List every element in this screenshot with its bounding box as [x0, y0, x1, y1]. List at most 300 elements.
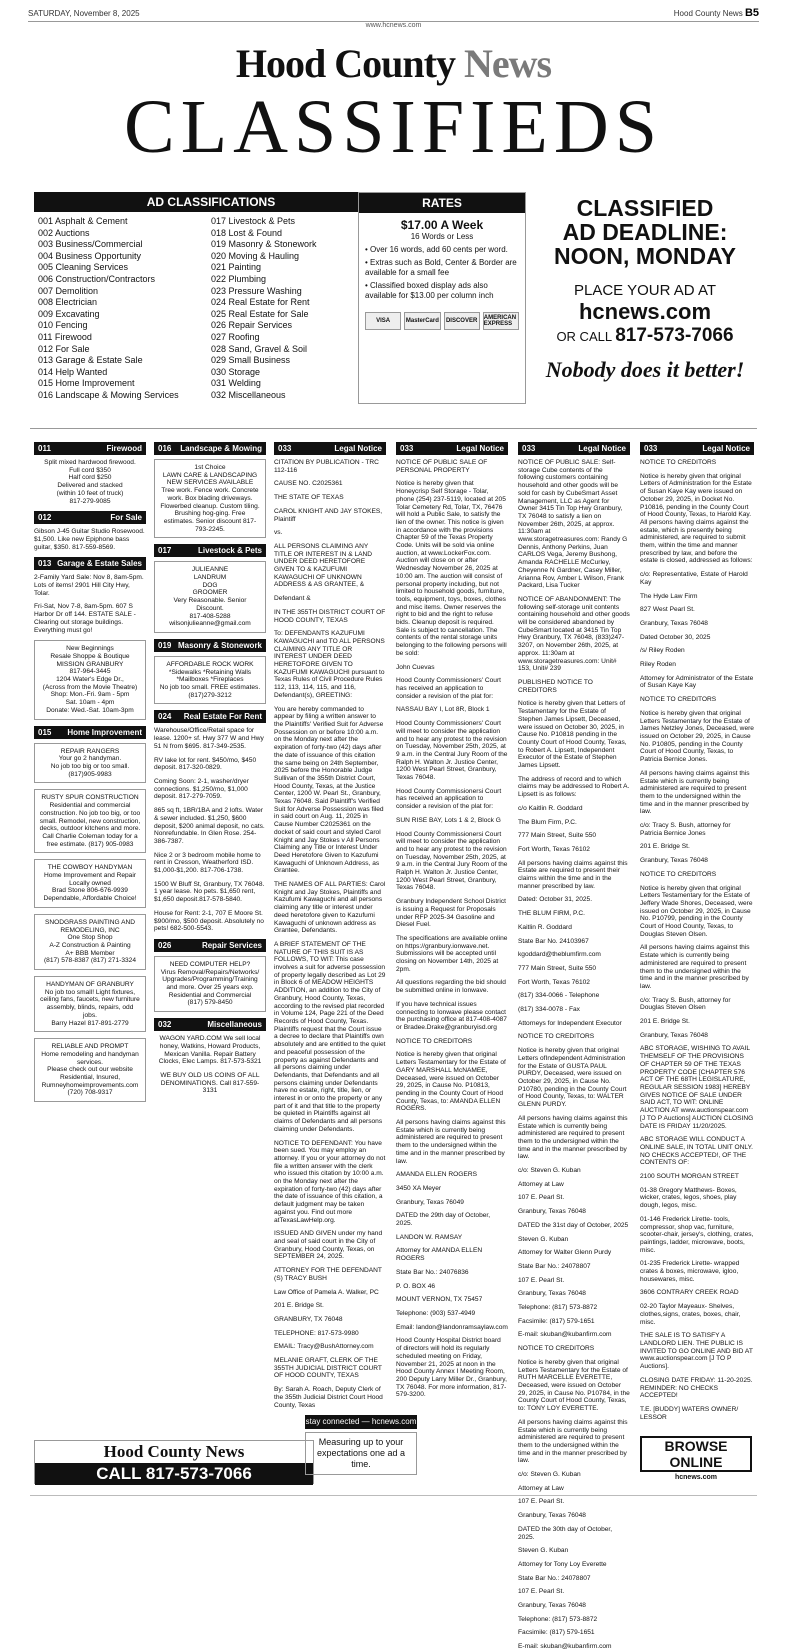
- legal-notice-line: Notice is hereby given that original Letters Testamentary for the Estate of Jeffery Wade Shores, Deceased, were issued on October 29, 2025, in Cause No. P10799, pending in the County Court of Hood County, Texas, to Douglas Steven Olsen.: [640, 884, 753, 938]
- rate-price: $17.00 A Week: [400, 218, 484, 232]
- ad-line: (817) 579-8450: [187, 999, 233, 1007]
- deadline-line1: CLASSIFIED: [576, 195, 714, 221]
- rental-listing: 865 sq ft, 1BR/1BA and 2 lofts. Water & sewer included. $1,250, $600 deposit, $200 animal deposit, no cats. Nonrefundable. In Glen Rose. 254-386-7387.: [154, 807, 265, 845]
- legal-notice-line: 777 Main Street, Suite 550: [518, 964, 597, 972]
- rate-bullets: [359, 245, 525, 301]
- legal-notice-line: E-mail: skuban@kubanfirm.com: [518, 1331, 612, 1339]
- browse-online-text: BROWSE ONLINE: [640, 1436, 752, 1472]
- legal-notice-line: Granbury Independent School District is issuing a Request for Proposals under RFP 2025-34 Gasoline and Diesel Fuel.: [396, 898, 506, 929]
- legal-notice-line: By: Sarah A. Roach, Deputy Clerk of the 355th Judicial District Court Hood County, Texas: [274, 1386, 383, 1409]
- legal-notice-line: State Bar No. 24103967: [518, 937, 589, 945]
- classification-item[interactable]: 009 Excavating: [38, 308, 100, 319]
- legal-notice-line: 01-38 Gregory Matthews- Boxes, wicker, crates, legos, shoes, play dough, legos, misc.: [640, 1186, 737, 1210]
- legal-notice-line: NOTICE TO CREDITORS: [518, 1345, 595, 1353]
- legal-notice-line: Granbury, Texas 76049: [396, 1198, 464, 1206]
- ad-line: Donate: Wed.-Sat. 10am-3pm: [46, 706, 134, 714]
- ad-line: A-Z Construction & Painting: [49, 941, 131, 949]
- ad-line: RUSTY SPUR CONSTRUCTION: [41, 794, 139, 802]
- legal-notice-line: Notice is hereby given that original Letters Testamentary for the Estate of RUTH MARCELLE EVERETTE, Deceased, were issued on October 29, 2025, in Cause No. P10784, in the County Court of Hood County, Texas, to: TONY LOY EVERETTE.: [518, 1358, 630, 1413]
- rental-listing: House for Rent: 2-1, 707 E Moore St. $900/mo, $500 deposit. Absolutely no pets! 682-500-5543.: [154, 909, 264, 933]
- section-title: Legal Notice: [702, 444, 750, 453]
- classification-item[interactable]: 006 Construction/Contractors: [38, 273, 156, 284]
- classification-item[interactable]: 004 Business Opportunity: [38, 250, 142, 261]
- section-header: [154, 639, 266, 652]
- legal-notice-line: Attorney for Administrator of the Estate of Susan Kaye Kay: [640, 674, 754, 690]
- legal-notice-line: NOTICE OF PUBLIC SALE OF PERSONAL PROPERTY: [396, 459, 488, 474]
- classification-item[interactable]: 026 Repair Services: [211, 320, 293, 331]
- ad-line: Virus Removal/Repairs/Networks/ Upgrades/Programming/Training and more. Over 25 years exp.: [160, 968, 260, 992]
- legal-notice-line: Granbury, Texas 76048: [640, 619, 708, 627]
- ad-classifications: [34, 192, 388, 410]
- classification-item[interactable]: 013 Garage & Estate Sale: [38, 355, 143, 366]
- ad-line: LAWN CARE & LANDSCAPING: [162, 471, 258, 479]
- misc-listing: WE BUY OLD US COINS OF ALL DENOMINATIONS. Call 817-559-3131: [160, 1071, 260, 1095]
- legal-notice-line: c/o Kaitlin R. Goddard: [518, 804, 583, 812]
- legal-notice-line: DATED the 29th day of October, 2025.: [396, 1212, 491, 1228]
- section-code: 015: [38, 727, 52, 737]
- ad-line: Resale Shoppe & Boutique: [50, 652, 130, 660]
- legal-notice-line: CAROL KNIGHT AND JAY STOKES, Plaintiff: [274, 507, 383, 523]
- section-code: 011: [38, 444, 51, 453]
- legal-notice-line: (817) 334-0078 - Fax: [518, 1006, 580, 1014]
- ad-line: Barry Hazel 817-891-2779: [51, 1019, 129, 1027]
- ad-line: 1204 Water's Edge Dr.,: [56, 676, 124, 684]
- section-title: CLASSIFIEDS: [124, 85, 663, 169]
- legal-notice-line: ATTORNEY FOR THE DEFENDANT (S) TRACY BUSH: [274, 1267, 382, 1282]
- garage-sale-ad: Fri-Sat, Nov 7-8, 8am-5pm. 607 S Harbor Dr off 144. ESTATE SALE - Clearing out storage buildings. Everything must go!: [34, 603, 136, 634]
- ad-line: Shop: Mon.-Fri. 9am - 5pm: [50, 691, 130, 699]
- firewood-ad: [34, 459, 146, 505]
- legal-notice-line: All persons having claims against this Estate which is currently being administered are required to present them to the undersigned within the time and in the manner prescribed by law.: [640, 944, 750, 990]
- legal-notice-line: ABC STORAGE WILL CONDUCT A ONLINE SALE, IN TOTAL UNIT ONLY. NO CHECKS ACCEPTED!, OF THE CONTENTS OF:: [640, 1136, 753, 1167]
- ad-line: MISSION GRANBURY: [56, 660, 124, 668]
- legal-notice-line: You are hereby commanded to appear by filing a written answer to the Plaintiffs' Verified Suit for Adverse Possession on or before 10:00 a.m. on the Monday next after the expiration of forty-two (42) days after the date of issuance of this citation the same being on 24th September, 2025 before the Honorable Judge Sullivan of the 355th District Court, Hood County, Texas, at the Justice Center, 1200 W. Pearl St., Granbury, Texas 76048. Said Plaintiff's Verified Suit for Adverse Possession was filed in said court on Aug. 11, 2025 in Cause Number C2025361 on the docket of said court and styled Carol Knight and Jay Stokes v All Persons Claiming any Title or Interest Under Deed Heretofore Given to Kazufumi Kawaguchi of Unknown Address, as Grantee.: [274, 705, 384, 875]
- legal-notice-line: kgoddard@theblumfirm.com: [518, 951, 601, 959]
- classification-item[interactable]: 024 Real Estate for Rent: [211, 297, 310, 308]
- legal-notice-line: /s/ Riley Roden: [640, 647, 685, 655]
- classification-item[interactable]: 005 Cleaning Services: [38, 262, 129, 273]
- legal-notice-line: LANDON W. RAMSAY: [396, 1233, 463, 1241]
- section-code: 019: [158, 640, 172, 650]
- legal-notice-line: (817) 334-0066 - Telephone: [518, 992, 600, 1000]
- browse-online-badge[interactable]: [640, 1436, 752, 1488]
- legal-notice-line: THE STATE OF TEXAS: [274, 494, 344, 502]
- legal-notice-line: MOUNT VERNON, TX 75457: [396, 1296, 483, 1304]
- classification-item[interactable]: 010 Fencing: [38, 320, 88, 331]
- ad-line: Residential and commercial construction. No job too big, or too small. Remodel, new construction, decks, outdoor kitchens and more. Call Charlie Coleman today for a free estimate. (817) 905-0983: [39, 802, 141, 848]
- ad-line: RELIABLE AND PROMPT: [51, 1043, 129, 1051]
- legal-notice-line: DATED the 30th day of October, 2025.: [518, 1525, 613, 1541]
- legal-notice-line: All persons having claims against this Estate which is currently being administered are required to present them to the undersigned within the time and in the manner prescribed by law.: [518, 1114, 628, 1161]
- home-improvement-ad: [34, 743, 146, 784]
- firewood-line: Split mixed hardwood firewood.: [44, 459, 136, 466]
- legal-notice-line: All questions regarding the bid should be submitted online in Ionwave.: [396, 979, 506, 995]
- classification-item[interactable]: 032 Miscellaneous: [211, 389, 286, 400]
- section-code: 033: [522, 444, 536, 453]
- legal-notice-line: THE NAMES OF ALL PARTIES: Carol Knight and Jay Stokes, Plaintiffs and Kazufumi Kawaguchi and all persons claiming any title or interest under deed heretofore given to Kazufumi Kawaguchi of unknown address as Grantee, Defendants.: [274, 881, 386, 935]
- home-improvement-ad: [34, 789, 146, 853]
- legal-notice-line: Hood County Commissioners' Court will meet to consider the application and to hear any protest to the revision on Tuesday, November 25th, 2025, at 9 a.m. in the Central Jury Room of the Ralph H. Walton Jr. Justice Center, 1200 West Pearl Street, Granbury, Texas 76048.: [396, 720, 508, 782]
- legal-notice-line: PUBLISHED NOTICE TO CREDITORS: [518, 678, 593, 694]
- rates-header: RATES: [359, 193, 525, 213]
- section-code: 033: [278, 444, 292, 453]
- home-improvement-ad: [34, 914, 146, 970]
- section-title: Garage & Estate Sales: [57, 559, 142, 569]
- call-number[interactable]: 817-573-7066: [615, 325, 734, 346]
- section-title: Repair Services: [201, 940, 262, 950]
- ad-line: (Across from the Movie Theatre): [42, 683, 138, 691]
- footer-call[interactable]: CALL 817-573-7066: [35, 1463, 313, 1485]
- legal-notice-line: MELANIE GRAFT, CLERK OF THE 355TH JUDICIAL DISTRICT COURT OF HOOD COUNTY, TEXAS: [274, 1357, 382, 1380]
- legal-notice-line: Facsimile: (817) 579-1651: [518, 1629, 595, 1637]
- legal-notice-line: Attorney for Walter Glenn Purdy: [518, 1249, 612, 1257]
- payment-cards: [359, 304, 525, 330]
- section-code: 033: [400, 444, 414, 453]
- legal-notice-line: A BRIEF STATEMENT OF THE NATURE OF THIS SUIT IS AS FOLLOWS, TO WIT: This case involves a suit for adverse possession of property legally described as Lot 29 in Block 6 of MEADOW HEIGHTS ADDITION, an addition to the City of Granbury, Hood County, Texas, according to the revised plat recorded in Volume 124, Page 221 of the Deed Records of Hood County, Texas. Plaintiffs request that the Court issue a decree to declare that Plaintiffs own absolutely and are entitled to the quiet and peaceful possession of the property as against Defendants and all persons claiming under Defendants, that Defendants and all persons claiming under Defendants have no estate, right, title, lien, or interest in or onto the property or any part of it and that title to the property be quieted in Plaintiffs against all claims of Defendants and all persons claiming under Defendants.: [274, 940, 386, 1133]
- ad-line: Please check out our website: [47, 1066, 133, 1074]
- section-header: [154, 442, 266, 455]
- ad-line: No job too small. FREE estimates.: [159, 684, 261, 692]
- legal-notice-line: The Blum Firm, P.C.: [518, 818, 577, 826]
- page-number: B5: [744, 7, 759, 19]
- legal-notice-line: Riley Roden: [640, 661, 676, 669]
- legal-notice-line: Attorney for Tony Loy Everette: [518, 1560, 607, 1568]
- legal-notice-line: 201 E. Bridge St.: [274, 1302, 324, 1310]
- section-title: Landscape & Mowing: [180, 444, 262, 453]
- rock-work-ad: [154, 656, 266, 705]
- legal-notice-line: NOTICE TO CREDITORS: [640, 459, 717, 466]
- classification-item[interactable]: 001 Asphalt & Cement: [38, 216, 128, 226]
- ad-line: One Stop Shop: [67, 934, 113, 942]
- section-title: Legal Notice: [578, 444, 626, 453]
- or-call-text: OR CALL: [556, 329, 612, 344]
- classification-item[interactable]: 008 Electrician: [38, 297, 98, 308]
- legal-notice-line: Telephone: (903) 537-4949: [396, 1309, 476, 1317]
- new-beginnings-ad: [34, 640, 146, 719]
- legal-notice-line: SUN RISE BAY, Lots 1 & 2, Block G: [396, 816, 501, 824]
- rental-listing: Nice 2 or 3 bedroom mobile home to rent in Cresson, Weatherford ISD. $1,000-$1,200. 817-706-1738.: [154, 851, 261, 875]
- section-code: 012: [38, 513, 52, 523]
- legal-notice-line: EMAIL: Tracy@BushAttorney.com: [274, 1343, 374, 1351]
- legal-notice-line: 107 E. Pearl St.: [518, 1588, 565, 1596]
- legal-notice-line: Notice is hereby given that original Letters Testamentary for the Estate of GARY MARSHALL McNAMEE, Deceased, were issued on October 29, 2025, in Cause No. P10813, pending in the County Court of Hood County, Texas, to: AMANDA ELLEN ROGERS.: [396, 1051, 506, 1113]
- legal-notice-line: Hood County Hospital District board of directors will hold its regularly scheduled meeting on Friday, November 21, 2025 at noon in the Hood County Annex I Meeting Room, 200 Deputy Larry Miller Dr., Granbury, TX 76048. For more information, 817-579-3200.: [396, 1337, 507, 1399]
- classification-item[interactable]: 011 Firewood: [38, 331, 92, 342]
- paper-name: Hood County News: [673, 9, 743, 18]
- classification-list-left: [38, 216, 211, 402]
- legal-notice-line: 107 E. Pearl St.: [518, 1194, 565, 1202]
- legal-notice-line: 107 E. Pearl St.: [518, 1498, 565, 1506]
- ad-line: AFFORDABLE ROCK WORK: [166, 660, 254, 668]
- section-title: Firewood: [106, 444, 142, 453]
- classification-item[interactable]: 007 Demolition: [38, 285, 99, 296]
- legal-notice-line: Attorney at Law: [518, 1180, 564, 1188]
- legal-notice-line: DATED the 31st day of October, 2025: [518, 1221, 629, 1229]
- rental-listing: RV lake lot for rent. $450/mo, $450 deposit. 817-320-0829.: [154, 756, 257, 772]
- slogan: Nobody does it better!: [545, 357, 745, 382]
- ad-line: HANDYMAN OF GRANBURY: [46, 981, 134, 989]
- rental-listing: 1500 W Bluff St, Granbury, TX 76048. 1 year lease. No pets. $1,650 rent, $1,650 deposit.817-578-5840.: [154, 880, 265, 904]
- legal-notice-line: Granbury, Texas 76048: [640, 1031, 708, 1039]
- ad-line: 817-964-3445: [69, 668, 111, 676]
- ad-line: New Beginnings: [66, 645, 114, 653]
- classification-item[interactable]: 023 Pressure Washing: [211, 285, 302, 296]
- legal-notice-line: 107 E. Pearl St.: [518, 1276, 565, 1284]
- legal-notice-line: Notice is hereby given that original Letters ofIndependent Administration for the Estate of GUSTA PAUL PURDY, Deceased, were issued on October 29, 2025, in Cause No. P10780, pending in the County Court of Hood County, Texas, to: WALTER GLENN PURDY.: [518, 1047, 627, 1109]
- legal-notice-line: 01-235 Frederick Lirette- wrapped crates & boxes, microwave, igloo, housewares, misc.: [640, 1260, 740, 1283]
- ad-line: THE COWBOY HANDYMAN: [47, 864, 133, 872]
- firewood-line: Half cord $250: [68, 474, 112, 482]
- ad-line: (720) 708-9317: [67, 1089, 113, 1097]
- legal-notice-line: Facsimile: (817) 579-1651: [518, 1317, 595, 1325]
- classification-item[interactable]: 025 Real Estate for Sale: [211, 308, 309, 319]
- card-logo: VISA: [365, 312, 401, 330]
- legal-notice-line: 201 E. Bridge St.: [640, 1018, 690, 1026]
- section-header: [154, 710, 266, 723]
- legal-notice-line: c/o: Tracy S. Bush, attorney for Douglas Steven Olsen: [640, 996, 731, 1012]
- classification-item[interactable]: 019 Masonry & Stonework: [211, 239, 317, 250]
- ad-line: (817)905-9983: [68, 770, 112, 778]
- column-2: [154, 442, 266, 1437]
- deadline-line3: NOON, MONDAY: [554, 243, 736, 269]
- legal-notice-line: Hood County Commissionersi Court will meet to consider the application and to hear any protest to the revision on Tuesday, November 25th, 2025, at 9 a.m. in the Central Jury Room of the Ralph H. Walton Jr. Justice Center, 1200 West Pearl Street, Granbury, Texas 76048.: [396, 830, 508, 892]
- section-header: [274, 442, 386, 455]
- legal-notice-line: State Bar No.: 24076836: [396, 1268, 469, 1276]
- section-code: 016: [158, 444, 172, 453]
- ad-line: Very Reasonable. Senior Discount.: [173, 597, 247, 612]
- card-logo: DISCOVER: [444, 312, 480, 330]
- section-header: [34, 511, 146, 524]
- rental-listing: Warehouse/Office/Retail space for lease. 1200+ sf. Hwy 377 W and Hwy 51 N from $695. 817-349-2535.: [154, 727, 264, 750]
- ad-line: SNODGRASS PAINTING AND REMODELING, INC: [44, 918, 135, 934]
- legal-notice-line: John Cuevas: [396, 663, 435, 671]
- legal-notice-line: Telephone: (817) 573-8872: [518, 1615, 598, 1623]
- issue-date: SATURDAY, November 8, 2025: [28, 8, 140, 18]
- first-choice-ad: [154, 459, 266, 538]
- section-header: [154, 544, 266, 557]
- legal-notice-line: The specifications are available online on https://granbury.ionwave.net. Submissions will be accepted until closing on November 14th, 2025 at 2pm.: [396, 934, 508, 973]
- rate-words: 16 Words or Less: [410, 232, 474, 241]
- legal-notice-line: All persons having claims against this Estate which is currently being administered are required to present them to the undersigned within the time and in the manner prescribed by law.: [518, 1418, 628, 1465]
- legal-notice-line: Fort Worth, Texas 76102: [518, 978, 590, 986]
- ad-line: Home Improvement and Repair: [44, 872, 136, 880]
- firewood-line: Delivered and stacked: [57, 482, 123, 490]
- ad-line: LANDRUM: [193, 574, 227, 582]
- ad-line: Residential, Insured,: [59, 1074, 121, 1082]
- legal-notice-line: Notice is hereby given that original Letters Testamentary for the Estate of James Netzley Jones, Deceased, were issued on October 29, 2025, in Cause No. P10805, pending in the County Court of Hood County, Texas, to Patricia Bernice Jones.: [640, 709, 754, 764]
- ad-line: 817-408-5288: [189, 612, 231, 620]
- legal-notice-line: Granbury, Texas 76048: [518, 1602, 586, 1610]
- ad-line: Locally owned: [69, 879, 111, 887]
- legal-notice-line: E-mail: skuban@kubanfirm.com: [518, 1643, 612, 1651]
- rate-bullet: • Extras such as Bold, Center & Border are available for a small fee: [365, 258, 517, 277]
- place-ad-url[interactable]: hcnews.com: [578, 299, 712, 324]
- legal-notice-line: 3606 CONTRARY CREEK ROAD: [640, 1289, 739, 1297]
- legal-notice-line: Fort Worth, Texas 76102: [518, 845, 590, 853]
- ad-line: 1st Choice: [194, 464, 226, 471]
- legal-notice-line: THE SALE IS TO SATISFY A LANDLORD LIEN. THE PUBLIC IS INVITED TO GO ONLINE AND BID AT www.auctionspear.com [J TO P Auctions].: [640, 1332, 753, 1371]
- classification-item[interactable]: 031 Welding: [211, 378, 261, 389]
- legal-notice-line: If you have technical issues connecting to Ionwave please contact the purchasing office at 817-408-4087 or Bradee.Drake@granburyisd.org: [396, 1000, 507, 1031]
- ad-line: Home remodeling and handyman services.: [41, 1050, 139, 1066]
- ad-classifications-header: AD CLASSIFICATIONS: [34, 192, 388, 212]
- ad-line: JULIEANNE: [191, 566, 229, 574]
- deadline-block: [530, 196, 760, 383]
- legal-notice-line: 01-146 Frederick Lirette- tools, compressor, shop vac, furniture, scooter-chair, jersey's, clothing, crates, paintings, ladder, microwave, boots, misc.: [640, 1215, 754, 1254]
- ad-line: Tree work. Fence work. Concrete work. Box blading driveways. Flowerbed cleanup. Custom tiling. Brushing hog-ging. Free estimates. Senior discount 817-793-2245.: [160, 487, 260, 533]
- classification-item[interactable]: 016 Landscape & Mowing Services: [38, 389, 179, 400]
- section-code: 017: [158, 546, 172, 556]
- ad-line: REPAIR RANGERS: [60, 747, 120, 755]
- ad-line: No job too small! Light fixtures, ceiling fans, faucets, new furniture assembly, blinds, repairs, odd jobs.: [40, 988, 140, 1019]
- section-title: Masonry & Stonework: [177, 640, 262, 650]
- classification-item[interactable]: 028 Sand, Gravel & Soil: [211, 343, 308, 354]
- legal-notice-line: CAUSE NO. C2025361: [274, 480, 343, 488]
- ad-line: (817) 578-8387 (817) 271-3324: [43, 957, 136, 965]
- legal-notice-line: Steven G. Kuban: [518, 1547, 569, 1555]
- section-code: 024: [158, 712, 172, 722]
- brand-name: Hood County: [235, 41, 455, 86]
- section-header: [518, 442, 630, 455]
- legal-notice-line: NOTICE OF PUBLIC SALE: Self-storage Cube contents of the following customers containing household and other goods will be sold for cash by CubeSmart Asset Management, LLC as Agent for Owner 3415 Tin Top Hwy Granbury, TX 76048 to satisfy a lien on November 26th, 2025, at approx. 11:30am at www.storagetreasures.com: Randy G Dennis, Anthony Perkins, Juan CARLOS Vega, Jeremy Bushong, Amanda RACHELLE McCurley, Cheyenne N Gardner, Casey Miller, Arianna Rov, Amber L Wilson, Frank Packard, Lisa Tucker: [518, 459, 628, 590]
- section-header: [396, 442, 508, 455]
- classification-item[interactable]: 018 Lost & Found: [211, 227, 283, 238]
- legal-notice-line: All persons having claims against this Estate which is currently being administered are required to present them to the undersigned within the time and in the manner prescribed by law.: [396, 1119, 506, 1165]
- page-header: [28, 6, 759, 20]
- legal-notice-line: The address of record and to which claims may be addressed to Robert A. Lipsett is as follows:: [518, 775, 630, 799]
- legal-notice-line: vs.: [274, 529, 283, 537]
- section-code: 033: [644, 444, 658, 453]
- classification-item[interactable]: 030 Storage: [211, 366, 261, 377]
- firewood-line: Full cord $350: [69, 466, 111, 474]
- legal-notice-line: Attorney at Law: [518, 1484, 564, 1492]
- legal-notice-line: Dated October 30, 2025: [640, 633, 711, 641]
- legal-notice-line: Email: landon@landonramsaylaw.com: [396, 1323, 508, 1331]
- classification-item[interactable]: 020 Moving & Hauling: [211, 250, 300, 261]
- ad-line: NEW SERVICES AVAILABLE: [166, 479, 254, 487]
- classification-item[interactable]: 002 Auctions: [38, 227, 90, 238]
- section-title: Real Estate For Rent: [183, 712, 262, 722]
- section-header: [34, 442, 146, 455]
- section-title: Miscellaneous: [207, 1020, 262, 1030]
- ad-line: NEED COMPUTER HELP?: [169, 960, 251, 968]
- home-improvement-ad: [34, 1038, 146, 1102]
- legal-notice-line: GRANBURY, TX 76048: [274, 1315, 343, 1323]
- column-6: [640, 442, 754, 1422]
- legal-notice-line: Law Office of Pamela A. Walker, PC: [274, 1288, 379, 1296]
- classification-item[interactable]: 029 Small Business: [211, 355, 291, 366]
- firewood-line: (within 10 feet of truck): [56, 489, 124, 497]
- legal-notice-line: NOTICE TO CREDITORS: [640, 696, 717, 704]
- legal-notice-line: AMANDA ELLEN ROGERS: [396, 1171, 477, 1179]
- footer-stay-connected: [305, 1415, 417, 1491]
- legal-notice-line: Granbury, Texas 76048: [518, 1290, 586, 1298]
- brand-news: News: [463, 41, 552, 86]
- footer-brand: Hood County News: [103, 1442, 245, 1461]
- deadline-line2: AD DEADLINE:: [562, 219, 728, 245]
- section-title: Legal Notice: [456, 444, 504, 453]
- place-ad-text: PLACE YOUR AD AT: [574, 282, 716, 299]
- section-code: 026: [158, 940, 172, 950]
- legal-notice-line: Granbury, Texas 76048: [518, 1208, 586, 1216]
- legal-notice-line: 02-20 Taylor Mayeaux- Shelves, clothes,signs, crates, boxes, chair, misc.: [640, 1303, 741, 1326]
- legal-notice-line: Granbury, Texas 76048: [518, 1512, 586, 1520]
- legal-notice-line: ABC STORAGE, WISHING TO AVAIL THEMSELF OF THE PROVISIONS OF CHAPTER 59 OF THE TEXAS PROPERTY CODE [CHAPTER 576 ACT OF THE 68TH LEGISLATURE, REGULAR SESSION 1983] HEREBY GIVES NOTICE OF SALE UNDER SAID ACT, TO WIT: ONLINE AUCTION AT www.auctionspear.com [J TO P Auctions] AUCTION CLOSING DATE IS FRIDAY 11/20/2025.: [640, 1045, 754, 1130]
- home-improvement-ad: [34, 859, 146, 908]
- section-header: [640, 442, 754, 455]
- dog-groomer-ad: [154, 561, 266, 633]
- legal-notice-line: State Bar No.: 24078807: [518, 1262, 591, 1270]
- site-url[interactable]: www.hcnews.com: [365, 22, 422, 29]
- classification-item[interactable]: 021 Painting: [211, 262, 262, 273]
- rate-bullet: • Over 16 words, add 60 cents per word.: [365, 245, 508, 254]
- measuring-up: Measuring up to your expectations one ad a time.: [305, 1432, 417, 1475]
- classification-item[interactable]: 027 Roofing: [211, 331, 260, 342]
- classification-item[interactable]: 015 Home Improvement: [38, 378, 135, 389]
- legal-notice-line: Attorneys for Independent Executor: [518, 1019, 622, 1027]
- legal-notice-line: Dated: October 31, 2025.: [518, 896, 593, 904]
- legal-notice-line: NOTICE TO CREDITORS: [396, 1037, 473, 1045]
- section-title: Legal Notice: [334, 444, 382, 453]
- ad-line: No job too big or too small.: [50, 762, 130, 770]
- ad-line: Sat. 10am - 4pm: [65, 699, 115, 707]
- ad-line: Residential and Commercial: [168, 991, 252, 999]
- classification-item[interactable]: 012 For Sale: [38, 343, 90, 354]
- legal-notice-line: To: DEFENDANTS KAZUFUMI KAWAGUCHI and TO ALL PERSONS CLAIMING ANY TITLE OR INTEREST UNDER DEED HERETOFORE GIVEN TO KAZUFUMI KAWAGUCHI pursuant to Texas Rules of Civil Procedure Rules 112, 113, 114, 115, and 116, Defendant(s), GREETING:: [274, 630, 385, 699]
- legal-notice-line: All persons having claims against this Estate are required to present their claims within the time and in the manner prescribed by law.: [518, 859, 628, 890]
- classification-item[interactable]: 014 Help Wanted: [38, 366, 108, 377]
- card-logo: MasterCard: [404, 312, 440, 330]
- ad-line: Brad Stone 806-676-9939: [52, 887, 128, 895]
- home-improvement-ad: [34, 976, 146, 1032]
- legal-notice-line: State Bar No.: 24078807: [518, 1574, 591, 1582]
- legal-notice-line: All persons having claims against this Estate which is currently being administered are required to present them to the undersigned within the time and in the manner prescribed by law.: [640, 769, 750, 816]
- ad-line: *Mailboxes *Fireplaces: [176, 676, 244, 684]
- classification-item[interactable]: 022 Plumbing: [211, 273, 267, 284]
- ad-line: DOG: [202, 581, 218, 589]
- legal-notice-line: Defendant &: [274, 595, 311, 603]
- stay-connected[interactable]: stay connected — hcnews.com: [305, 1415, 417, 1429]
- section-title: Livestock & Pets: [197, 546, 262, 556]
- card-logo: AMERICAN EXPRESS: [483, 312, 519, 330]
- legal-notice-line: Kaitlin R. Goddard: [518, 923, 572, 931]
- legal-notice-line: Attorney for AMANDA ELLEN ROGERS: [396, 1247, 483, 1263]
- ad-line: A+ BBB Member: [65, 949, 115, 957]
- ad-line: wilsonjulieanne@gmail.com: [169, 620, 251, 628]
- legal-notice-line: Notice is hereby given that Letters of Testamentary for the Estate of Stephen James Lipsett, Deceased, were issued on October 30, 2025, in Cause No. P10818 pending in the County Court of Hood County, Texas, to Robert A. Lipsett, Independent Executor of the Estate of Stephen James Lipsett.: [518, 700, 627, 770]
- footer-brand-box: [34, 1440, 314, 1484]
- section-title: For Sale: [110, 513, 142, 523]
- section-header: [154, 1018, 266, 1031]
- legal-notice-line: NOTICE TO CREDITORS: [640, 870, 717, 878]
- legal-notice-line: NOTICE TO CREDITORS: [518, 1033, 595, 1041]
- legal-notice-line: c/o: Representative, Estate of Harold Kay: [640, 571, 748, 586]
- section-code: 032: [158, 1020, 172, 1030]
- legal-notice-line: T.E. [BUDDY] WATERS OWNER/ LESSOR: [640, 1405, 739, 1421]
- section-code: 013: [38, 559, 52, 569]
- ad-line: *Sidewalks *Retaining Walls: [168, 668, 252, 676]
- legal-notice-line: TELEPHONE: 817-573-9980: [274, 1329, 359, 1337]
- legal-notice-line: CITATION BY PUBLICATION - TRC 112-116: [274, 459, 379, 474]
- section-header: [154, 939, 266, 952]
- legal-notice-line: P. O. BOX 46: [396, 1282, 436, 1290]
- rate-bullet: • Classified boxed display ads also available for $13.00 per column inch: [365, 281, 494, 300]
- classification-item[interactable]: 003 Business/Commercial: [38, 239, 143, 250]
- column-3: [274, 442, 386, 1409]
- classification-item[interactable]: 017 Livestock & Pets: [211, 216, 296, 226]
- legal-notice-line: NASSAU BAY I, Lot 8R, Block 1: [396, 706, 490, 714]
- legal-notice-line: 3450 XA Meyer: [396, 1184, 442, 1192]
